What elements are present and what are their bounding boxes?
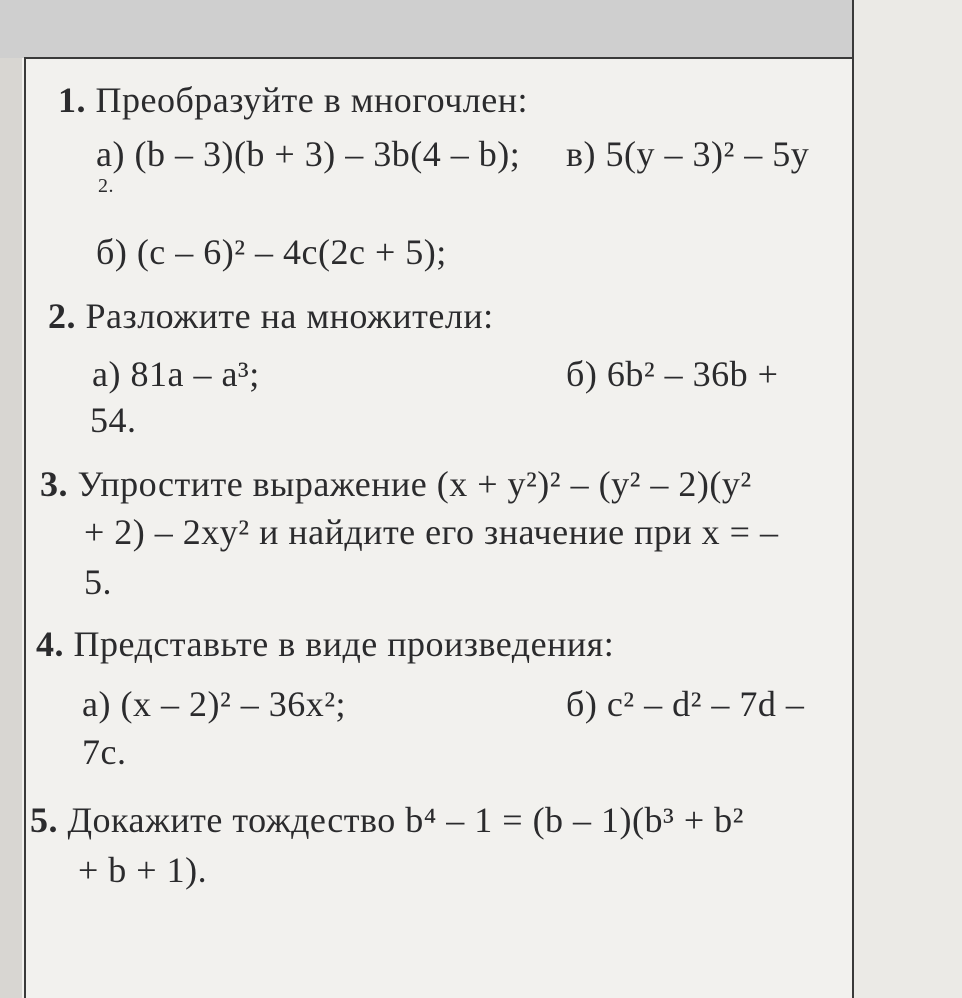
item-label: б) (566, 684, 598, 724)
task-3-line-1 (40, 464, 752, 504)
task-3-line-3: 5. (84, 562, 112, 602)
item-label: б) (96, 232, 128, 272)
item-expression: (x – 2)² – 36x²; (120, 684, 347, 724)
task-4-item-a (82, 684, 346, 724)
item-label: б) (566, 354, 598, 394)
frame-left-border (24, 58, 26, 998)
item-expression: 81a – a³; (130, 354, 260, 394)
item-label: в) (566, 134, 596, 174)
task-text-line: Докажите тождество b⁴ – 1 = (b – 1)(b³ + b² (67, 800, 744, 840)
task-title: Разложите на множители: (85, 296, 494, 336)
task-1-item-v (566, 134, 809, 174)
task-2-heading (48, 296, 494, 336)
task-3-line-2: + 2) – 2xy² и найдите его значение при x = – (84, 512, 779, 552)
task-4-item-b (566, 684, 804, 724)
task-number: 5. (30, 800, 58, 840)
task-1-heading (58, 80, 528, 120)
page-left-edge (0, 0, 22, 998)
task-2-item-b (566, 354, 778, 394)
task-text-line: Упростите выражение (x + y²)² – (y² – 2)(y² (77, 464, 752, 504)
task-4-heading (36, 624, 614, 664)
task-1-item-v-wrap: 2. (98, 175, 114, 197)
item-expression: 5(y – 3)² – 5y (605, 134, 810, 174)
frame-right-border (852, 0, 854, 998)
task-title: Преобразуйте в многочлен: (95, 80, 529, 120)
item-label: а) (82, 684, 111, 724)
page-right-margin (854, 0, 962, 998)
item-label: а) (92, 354, 121, 394)
task-number: 2. (48, 296, 76, 336)
task-2-item-b-wrap: 54. (90, 400, 137, 440)
frame-top-border (24, 57, 854, 59)
item-expression: c² – d² – 7d – (606, 684, 805, 724)
task-number: 4. (36, 624, 64, 664)
task-1-item-b (96, 232, 447, 272)
task-title: Представьте в виде произведения: (73, 624, 615, 664)
task-number: 3. (40, 464, 68, 504)
page-top-band (0, 0, 962, 58)
item-label: а) (96, 134, 125, 174)
item-expression: (b – 3)(b + 3) – 3b(4 – b); (134, 134, 521, 174)
item-expression: 6b² – 36b + (606, 354, 779, 394)
task-5-line-1 (30, 800, 744, 840)
task-2-item-a (92, 354, 260, 394)
task-4-item-b-wrap: 7c. (82, 732, 127, 772)
item-expression: (c – 6)² – 4c(2c + 5); (136, 232, 447, 272)
task-number: 1. (58, 80, 86, 120)
task-5-line-2: + b + 1). (78, 850, 208, 890)
task-1-item-a (96, 134, 520, 174)
